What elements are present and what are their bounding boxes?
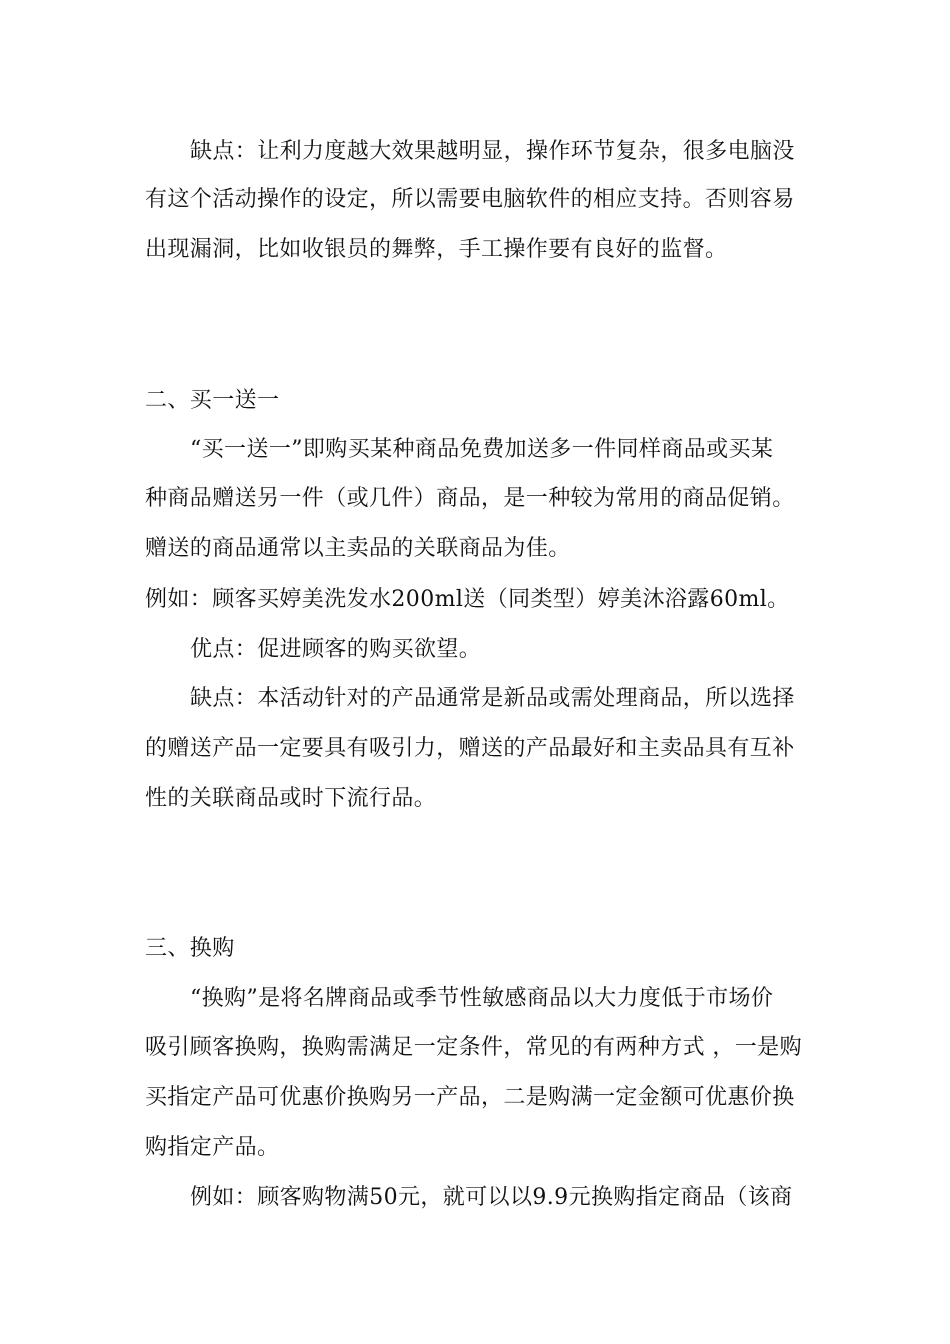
paragraph-line: 例如：顾客购物满50元，就可以以9.9元换购指定商品（该商 [190, 1185, 793, 1210]
paragraph-line: 缺点：本活动针对的产品通常是新品或需处理商品，所以选择 [190, 686, 795, 711]
paragraph-line: 买指定产品可优惠价换购另一产品，二是购满一定金额可优惠价换 [145, 1085, 795, 1110]
paragraph-line: 吸引顾客换购，换购需满足一定条件，常见的有两种方式 ，一是购 [145, 1035, 802, 1060]
paragraph-line: 优点：促进顾客的购买欲望。 [190, 637, 482, 662]
paragraph-line: 缺点：让利力度越大效果越明显，操作环节复杂，很多电脑没 [190, 139, 795, 164]
paragraph-line: 购指定产品。 [145, 1135, 280, 1160]
paragraph-line: “买一送一”即购买某种商品免费加送多一件同样商品或买某 [190, 437, 774, 462]
paragraph-line: 的赠送产品一定要具有吸引力，赠送的产品最好和主卖品具有互补 [145, 736, 795, 761]
section-heading: 二、买一送一 [145, 388, 280, 413]
section-heading: 三、换购 [145, 936, 235, 961]
paragraph-line: 性的关联商品或时下流行品。 [145, 786, 437, 811]
paragraph-line: 出现漏洞，比如收银员的舞弊，手工操作要有良好的监督。 [145, 237, 728, 262]
paragraph-line: 赠送的商品通常以主卖品的关联商品为佳。 [145, 536, 571, 561]
paragraph-line: “换购”是将名牌商品或季节性敏感商品以大力度低于市场价 [190, 986, 774, 1011]
paragraph-line: 种商品赠送另一件（或几件）商品，是一种较为常用的商品促销。 [145, 486, 795, 511]
paragraph-line: 有这个活动操作的设定，所以需要电脑软件的相应支持。否则容易 [145, 187, 795, 212]
paragraph-line: 例如：顾客买婷美洗发水200ml送（同类型）婷美沐浴露60ml。 [145, 587, 790, 612]
